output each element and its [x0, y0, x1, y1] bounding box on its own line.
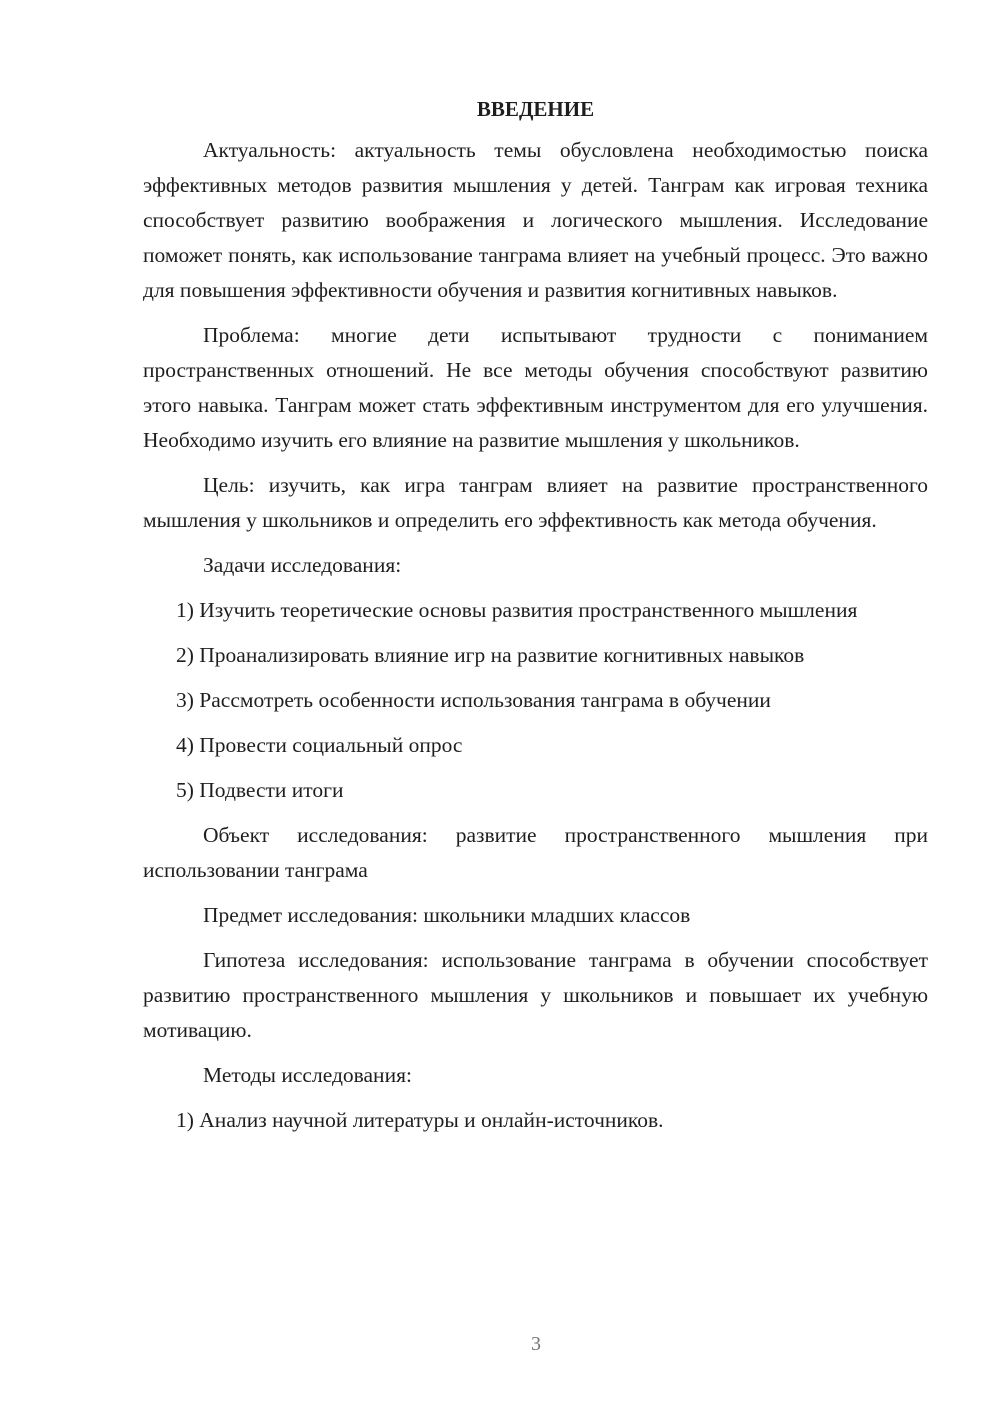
- goal-paragraph: Цель: изучить, как игра танграм влияет на развитие пространственного мышления у школьников и определить его эффективность как метода обучения.: [143, 473, 928, 532]
- task-item-2: 2) Проанализировать влияние игр на развитие когнитивных навыков: [176, 643, 805, 667]
- task-item-4: 4) Провести социальный опрос: [176, 733, 463, 757]
- task-item-3: 3) Рассмотреть особенности использования танграма в обучении: [176, 688, 771, 712]
- problem-paragraph: Проблема: многие дети испытывают трудности с пониманием пространственных отношений. Не все методы обучения способствуют развитию этого навыка. Танграм может стать эффективным инструментом для его улучшения. Необходимо изучить его влияние на развитие мышления у школьников.: [143, 323, 928, 452]
- relevance-paragraph: Актуальность: актуальность темы обусловлена необходимостью поиска эффективных методов развития мышления у детей. Танграм как игровая техника способствует развитию воображения и логического мышления. Исследование поможет понять, как использование танграма влияет на учебный процесс. Это важно для повышения эффективности обучения и развития когнитивных навыков.: [143, 138, 928, 302]
- method-item-1: 1) Анализ научной литературы и онлайн-источников.: [176, 1108, 664, 1132]
- page-number: 3: [531, 1333, 541, 1355]
- methods-label: Методы исследования:: [203, 1063, 412, 1087]
- tasks-label: Задачи исследования:: [203, 553, 402, 577]
- methods-list: [143, 1103, 928, 1138]
- object-paragraph: Объект исследования: развитие пространственного мышления при использовании танграма: [143, 823, 928, 882]
- subject-paragraph: Предмет исследования: школьники младших классов: [203, 903, 691, 927]
- page-content: [143, 92, 928, 1148]
- section-heading: ВВЕДЕНИЕ: [476, 97, 595, 121]
- hypothesis-paragraph: Гипотеза исследования: использование танграма в обучении способствует развитию пространственного мышления у школьников и повышает их учебную мотивацию.: [143, 948, 928, 1042]
- task-item-5: 5) Подвести итоги: [176, 778, 344, 802]
- task-item-1: 1) Изучить теоретические основы развития пространственного мышления: [176, 598, 858, 622]
- tasks-list: [143, 593, 928, 808]
